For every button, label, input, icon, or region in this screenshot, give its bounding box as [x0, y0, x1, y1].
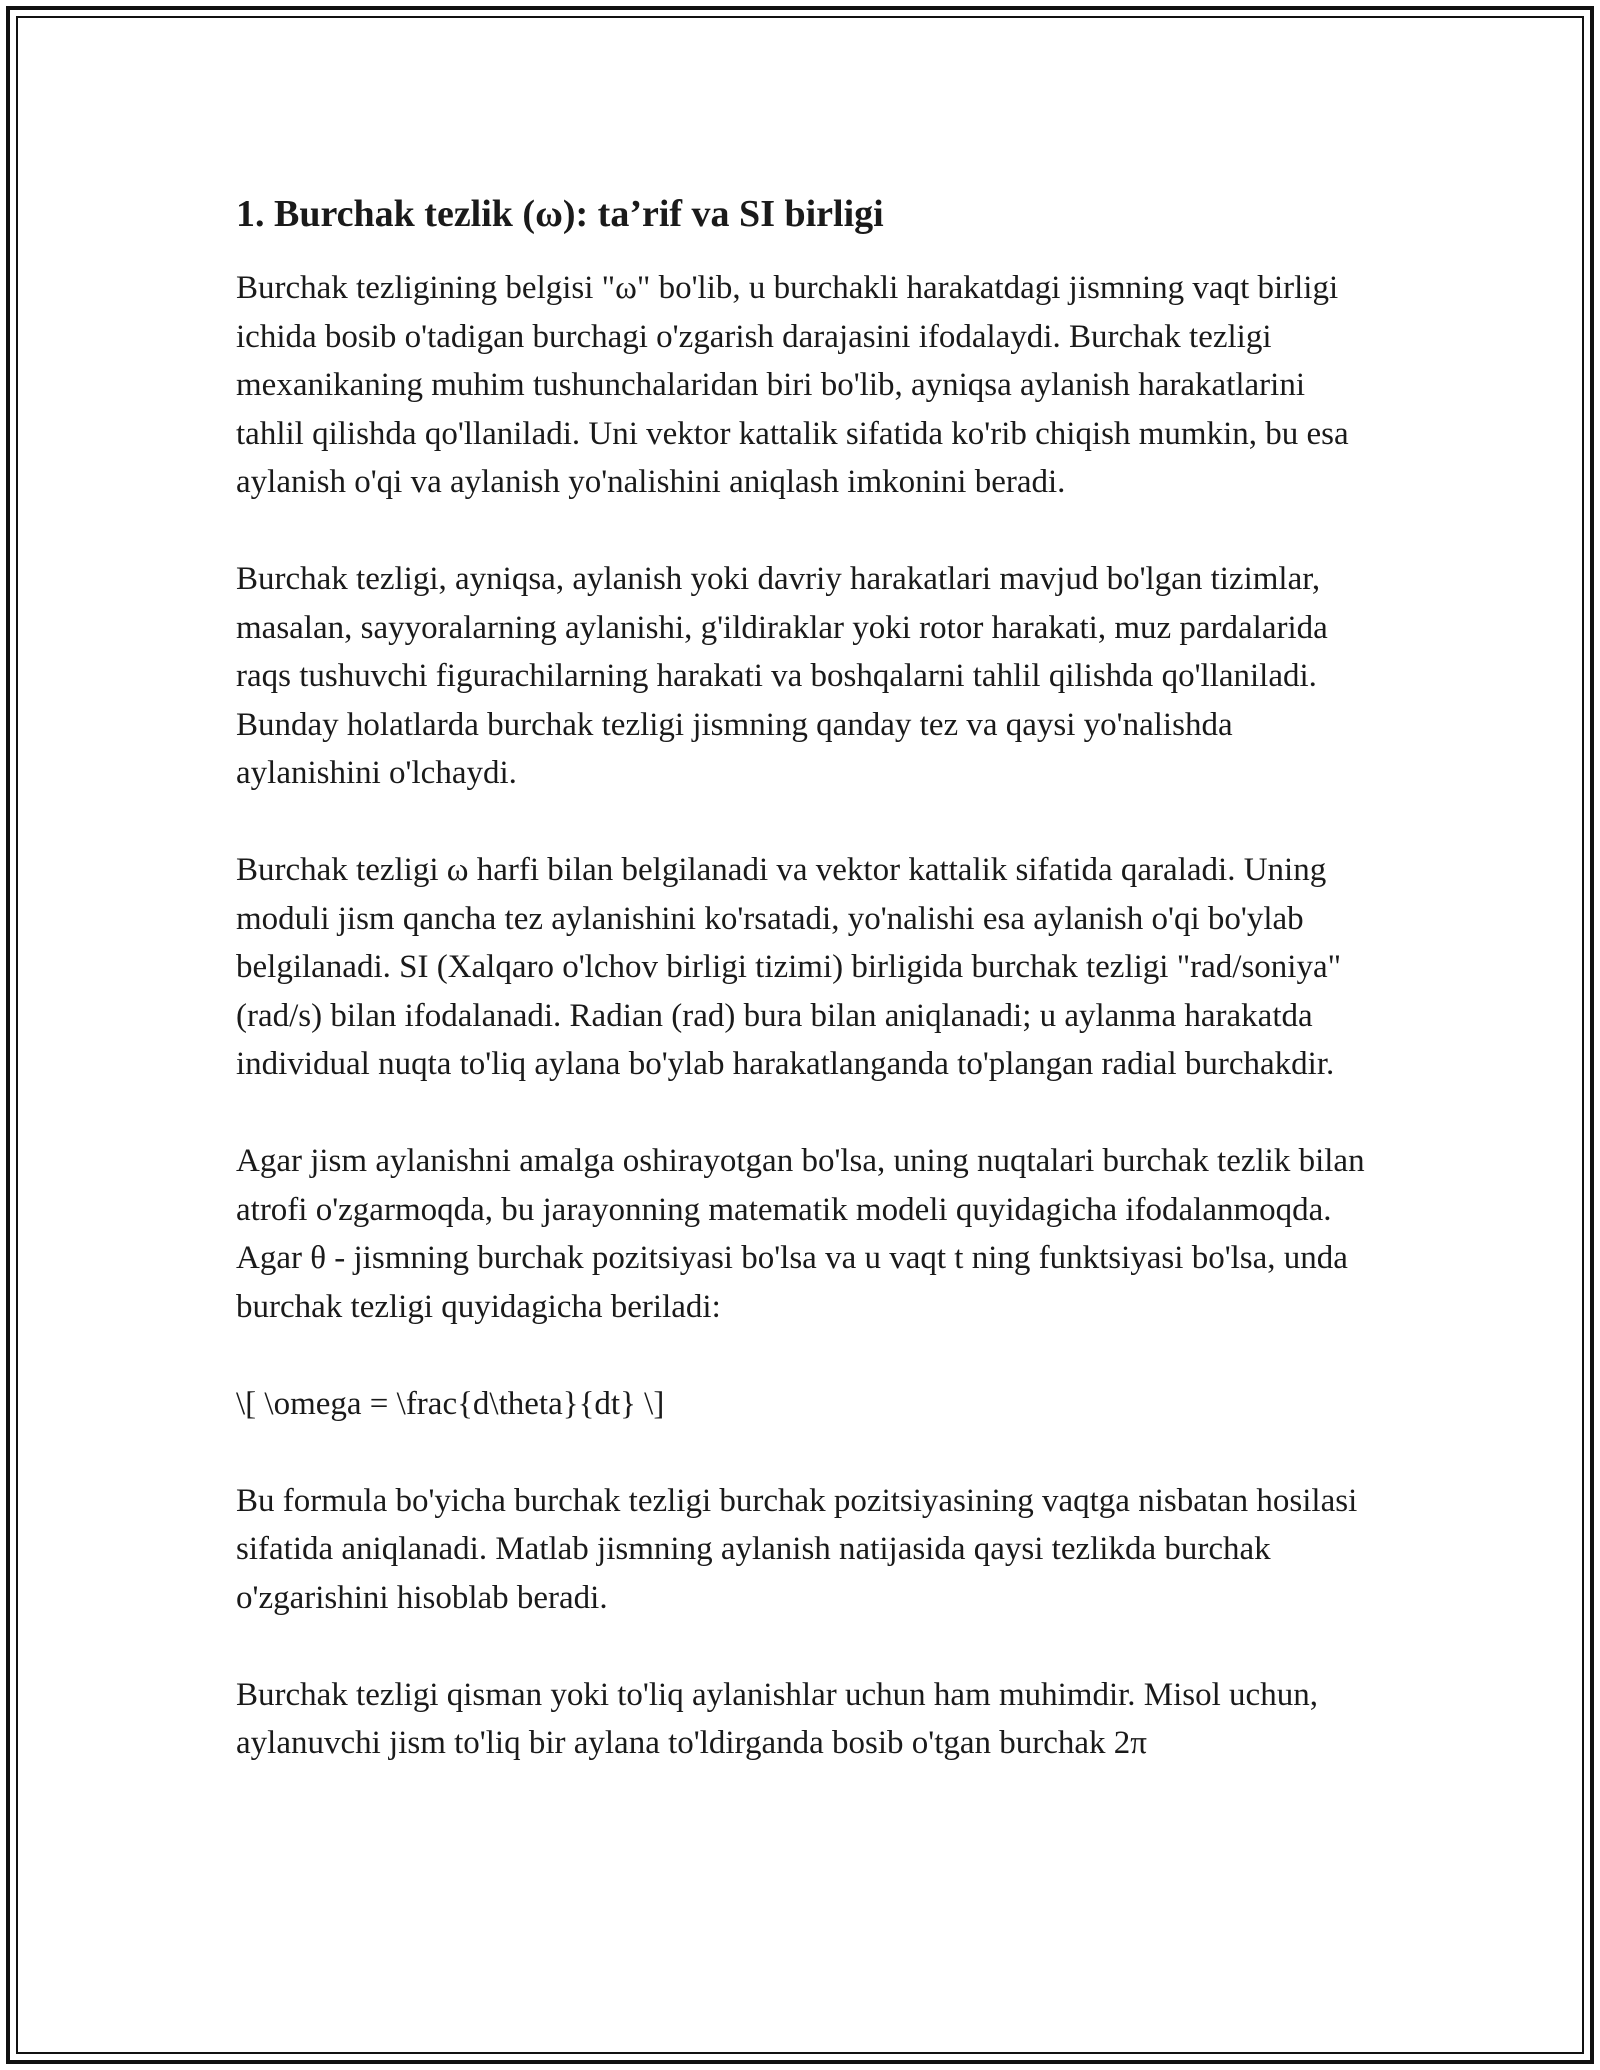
paragraph-definition: Burchak tezligining belgisi "ω" bo'lib, u burchakli harakatdagi jismning vaqt birligi ichida bosib o'tadigan burchagi o'zgarish darajasini ifodalaydi. Burchak tezligi mexanikaning muhim tushunchalaridan biri bo'lib, ayniqsa aylanish harakatlarini tahlil qilishda qo'llaniladi. Uni vektor kattalik sifatida ko'rib chiqish mumkin, bu esa aylanish o'qi va aylanish yo'nalishini aniqlash imkonini beradi.: [236, 270, 1349, 500]
paragraph-full-rotation: Burchak tezligi qisman yoki to'liq aylanishlar uchun ham muhimdir. Misol uchun, aylanuvchi jism to'liq bir aylana to'ldirganda bosib o'tgan burchak 2π: [236, 1676, 1318, 1761]
paragraph-si-unit: Burchak tezligi ω harfi bilan belgilanadi va vektor kattalik sifatida qaraladi. Uning moduli jism qancha tez aylanishini ko'rsatadi, yo'nalishi esa aylanish o'qi bo'ylab belgilanadi. SI (Xalqaro o'lchov birligi tizimi) birligida burchak tezligi "rad/soniya" (rad/s) bilan ifodalanadi. Radian (rad) bura bilan aniqlanadi; u aylanma harakatda individual nuqta to'liq aylana bo'ylab harakatlanganda to'plangan radial burchakdir.: [236, 852, 1342, 1082]
document-content: [236, 184, 1366, 1816]
paragraph-formula-explanation: Bu formula bo'yicha burchak tezligi burchak pozitsiyasining vaqtga nisbatan hosilasi sifatida aniqlanadi. Matlab jismning aylanish natijasida qaysi tezlikda burchak o'zgarishini hisoblab beradi.: [236, 1482, 1358, 1616]
paragraph-applications: Burchak tezligi, ayniqsa, aylanish yoki davriy harakatlari mavjud bo'lgan tizimlar, masalan, sayyoralarning aylanishi, g'ildiraklar yoki rotor harakati, muz pardalarida raqs tushuvchi figurachilarning harakati va boshqalarni tahlil qilishda qo'llaniladi. Bunday holatlarda burchak tezligi jismning qanday tez va qaysi yo'nalishda aylanishini o'lchaydi.: [236, 561, 1328, 791]
angular-velocity-formula: \[ \omega = \frac{d\theta}{dt} \]: [236, 1385, 665, 1422]
paragraph-math-model: Agar jism aylanishni amalga oshirayotgan bo'lsa, uning nuqtalari burchak tezlik bilan atrofi o'zgarmoqda, bu jarayonning matematik modeli quyidagicha ifodalanmoqda. Agar θ - jismning burchak pozitsiyasi bo'lsa va u vaqt t ning funktsiyasi bo'lsa, unda burchak tezligi quyidagicha beriladi:: [236, 1143, 1365, 1325]
section-heading: 1. Burchak tezlik (ω): ta’rif va SI birligi: [236, 193, 884, 235]
